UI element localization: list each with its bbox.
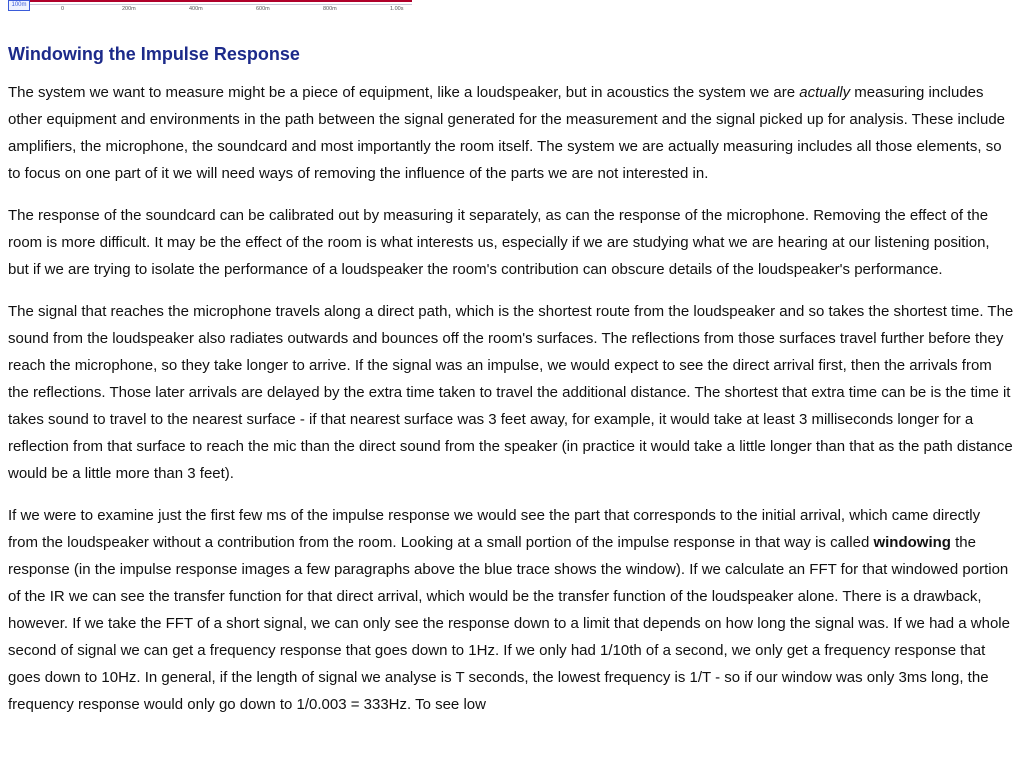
paragraph-text: the response (in the impulse response images a few paragraphs above the blue trace shows the window). If we calculate an FFT for that windowed portion of the IR we can see the transfer function for that direct arrival, which would be the transfer function of the loudspeaker alone. There is a drawback, however. If we take the FFT of a short signal, we can only see the response down to a limit that depends on how long the signal was. If we had a whole second of signal we can get a frequency response that goes down to 1Hz. If we only had 1/10th of a second, we only get a frequency response that goes down to 10Hz. In general, if the length of signal we analyse is T seconds, the lowest frequency is 1/T - so if our window was only 3ms long, the frequency response would only go down to 1/0.003 = 333Hz. To see low	[8, 534, 1010, 713]
chart-trace	[22, 0, 412, 2]
chart-tick-label: 0	[61, 6, 65, 12]
chart-tick-label: 1.00s	[390, 6, 404, 12]
chart-tick-label: 400m	[189, 6, 203, 12]
section-title: Windowing the Impulse Response	[8, 44, 300, 64]
paragraph-system-measurement	[8, 79, 1014, 187]
chart-strip-cropped	[0, 0, 420, 14]
chart-tick-label: 200m	[122, 6, 136, 12]
chart-tick-label: 600m	[256, 6, 270, 12]
paragraph-windowing	[8, 502, 1014, 718]
paragraph-reflections: The signal that reaches the microphone travels along a direct path, which is the shortest route from the loudspeaker and so takes the shortest time. The sound from the loudspeaker also radiates outwards and bounces off the room's surfaces. The reflections from those surfaces travel further before they reach the microphone, so they take longer to arrive. If the signal was an impulse, we would expect to see the direct arrival first, then the arrivals from the reflections. Those later arrivals are delayed by the extra time taken to travel the additional distance. The shortest that extra time can be is the time it takes sound to travel to the nearest surface - if that nearest surface was 3 feet away, for example, it would take at least 3 milliseconds longer for a reflection from that surface to reach the mic than the direct sound from the speaker (in practice it would take a little longer than that as the path distance would be a little more than 3 feet).	[8, 303, 1014, 482]
bold-term: windowing	[873, 534, 951, 551]
chart-tick-label: 800m	[323, 6, 337, 12]
paragraph-text: measuring includes other equipment and environments in the path between the signal generated for the measurement and the signal picked up for analysis. These include amplifiers, the microphone, the soundcard and most importantly the room itself. The system we are actually measuring includes all those elements, so to focus on one part of it we will need ways of removing the influence of the parts we are not interested in.	[8, 84, 1006, 182]
paragraph-text: The system we want to measure might be a piece of equipment, like a loudspeaker, but in acoustics the system we are	[8, 84, 800, 101]
emphasis-text: actually	[799, 84, 851, 101]
chart-tick-labels	[0, 4, 420, 14]
article-body	[8, 41, 1014, 733]
chart-scale-badge: 100m	[8, 0, 30, 11]
paragraph-calibration: The response of the soundcard can be calibrated out by measuring it separately, as can the response of the microphone. Removing the effect of the room is more difficult. It may be the effect of the room is what interests us, especially if we are studying what we are hearing at our listening position, but if we are trying to isolate the performance of a loudspeaker the room's contribution can obscure details of the loudspeaker's performance.	[8, 207, 990, 278]
paragraph-text: If we were to examine just the first few ms of the impulse response we would see the part that corresponds to the initial arrival, which came directly from the loudspeaker without a contribution from the room. Looking at a small portion of the impulse response in that way is called	[8, 507, 981, 551]
